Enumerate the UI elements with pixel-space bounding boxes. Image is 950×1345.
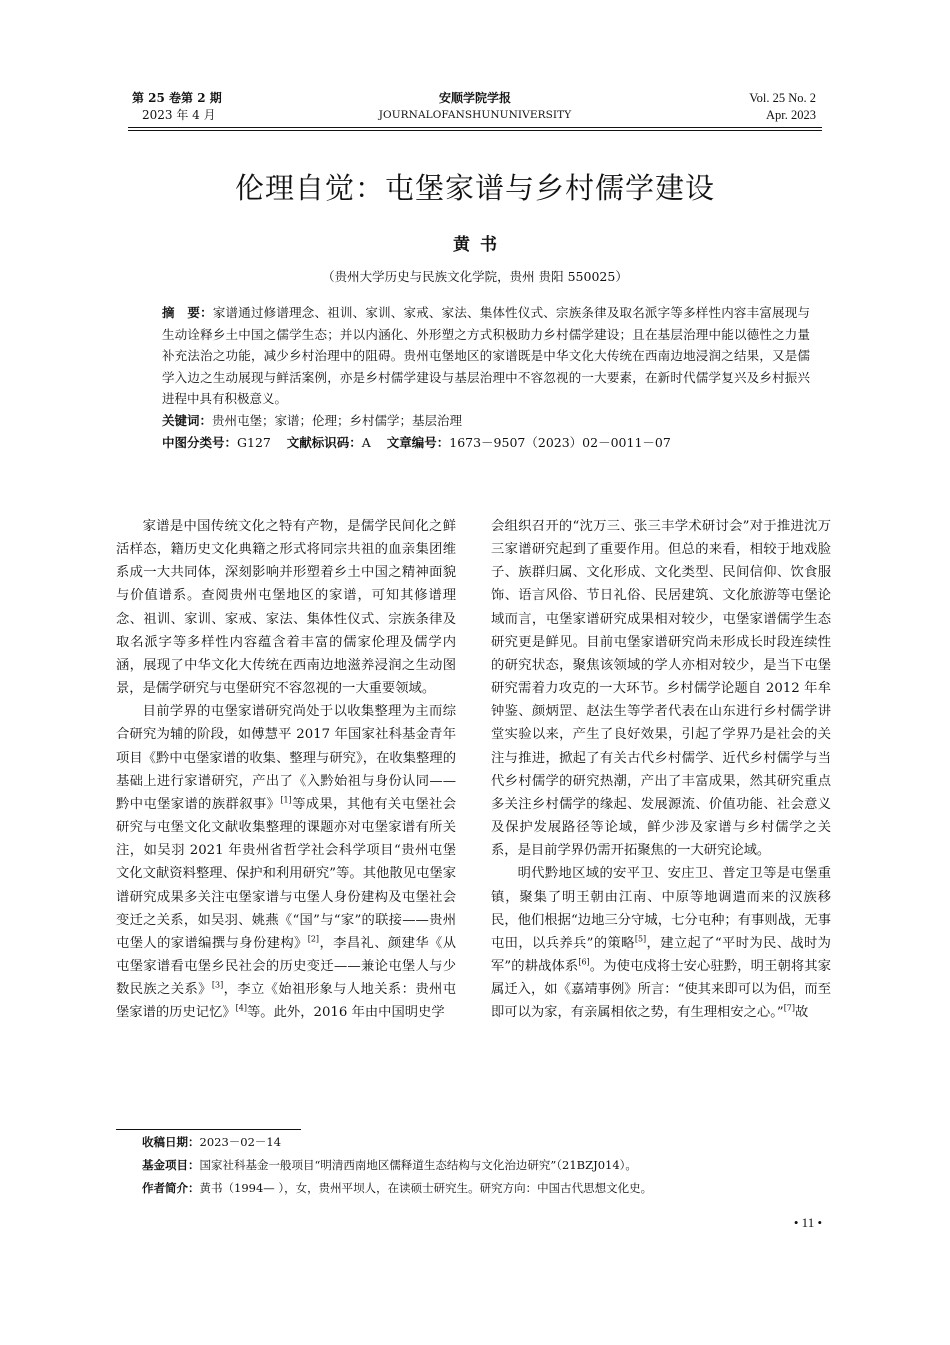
- date-cn: 2023 年 4 月: [142, 108, 216, 122]
- footnote-fund: [142, 1157, 830, 1173]
- journal-name-cn: 安顺学院学报: [438, 91, 511, 105]
- citation-7[interactable]: [7]: [783, 1003, 796, 1013]
- fund-value: 国家社科基金一般项目“明清西南地区儒释道生态结构与文化治边研究”（21BZJ014）。: [199, 1158, 637, 1172]
- footnote-rule: [116, 1129, 301, 1130]
- volume-issue-cn: 第 25 卷第 2 期: [132, 91, 222, 105]
- citation-6[interactable]: [6]: [578, 957, 590, 967]
- article-number-value: 1673－9507（2023）02－0011－07: [449, 434, 671, 450]
- header-center: [128, 90, 822, 124]
- volume-issue-en: Vol. 25 No. 2: [749, 91, 816, 105]
- doc-code-label: 文献标识码：: [286, 434, 362, 450]
- p2-text-c: ，李昌礼、颜建华《从屯堡家谱看屯堡乡民社会的历史变迁——兼论屯堡人与少数民族之关系》: [116, 935, 457, 998]
- body-paragraph-2: [116, 700, 456, 1024]
- footnote-author: [142, 1180, 830, 1196]
- header-rule-bottom: [128, 130, 822, 131]
- p2-text-b: 等成果，其他有关屯堡社会研究与屯堡文化文献收集整理的课题亦对屯堡家谱有所关注，如吴羽 2021 年贵州省哲学社会科学项目“贵州屯堡文化文献资料整理、保护和利用研究”等。其他散见屯堡家谱研究成果多关注屯堡家谱与屯堡人身份建构及屯堡社会变迁之关系，如吴羽、姚燕《“国”与“家”的联接——贵州屯堡人的家谱编撰与身份建构》: [116, 796, 456, 951]
- abstract-label: 摘 要：: [162, 305, 213, 320]
- header-rule-top: [128, 127, 822, 128]
- classification-line: [162, 432, 810, 454]
- p3-text-c: 。为使屯戍将士安心驻黔，明王朝将其家属迁入，如《嘉靖事例》所言：“使其来即可以为侣，而至即可以为家，有亲属相依之势，有生理相安之心。”: [491, 958, 831, 1021]
- received-label: 收稿日期：: [142, 1135, 200, 1149]
- running-header: [128, 90, 822, 126]
- author-affiliation: （贵州大学历史与民族文化学院，贵州 贵阳 550025）: [322, 269, 628, 284]
- fund-label: 基金项目：: [142, 1158, 200, 1172]
- paper-title: 伦理自觉：屯堡家谱与乡村儒学建设: [234, 171, 715, 205]
- body-column-left: [116, 515, 456, 1024]
- body-column-right: [491, 515, 831, 1024]
- citation-5[interactable]: [5]: [634, 934, 647, 944]
- p2-text-d: ，李立《始祖形象与人地关系：贵州屯堡家谱的历史记忆》: [116, 982, 457, 1021]
- p3-text-d: 故: [795, 1005, 809, 1021]
- citation-3[interactable]: [3]: [211, 980, 224, 990]
- p3-text-a: 明代黔地区域的安平卫、安庄卫、普定卫等是屯堡重镇，聚集了明王朝由江南、中原等地调遣而来的汉族移民，他们根据“边地三分守城，七分屯种；有事则战，无事屯田，以兵养兵”的策略: [491, 866, 831, 951]
- author-bio-label: 作者简介：: [142, 1181, 200, 1195]
- date-en: Apr. 2023: [766, 108, 816, 122]
- header-right: [749, 90, 816, 124]
- doc-code-value: A: [361, 434, 371, 450]
- keywords-text: 贵州屯堡；家谱；伦理；乡村儒学；基层治理: [212, 412, 463, 428]
- keywords: [162, 410, 810, 432]
- footnote-received: [142, 1134, 830, 1150]
- body-paragraph-3: [491, 862, 831, 1024]
- clc-value: G127: [237, 434, 271, 450]
- keywords-label: 关键词：: [162, 412, 213, 428]
- body-paragraph-1: 家谱是中国传统文化之特有产物，是儒学民间化之鲜活样态，籍历史文化典籍之形式将同宗共祖的血亲集团维系成一大共同体，深刻影响并形塑着乡土中国之精神面貌与价值谱系。查阅贵州屯堡地区的家谱，可知其修谱理念、祖训、家训、家戒、家法、集体性仪式、宗族条律及取名派字等多样性内容蕴含着丰富的儒家伦理及儒学内涵，展现了中华文化大传统在西南边地滋养浸润之生动图景，是儒学研究与屯堡研究不容忽视的一大重要领域。: [116, 519, 456, 697]
- clc-label: 中图分类号：: [162, 434, 238, 450]
- p2-text-e: 等。此外，2016 年由中国明史学: [247, 1005, 445, 1021]
- article-number-label: 文章编号：: [386, 434, 450, 450]
- author-name: 黄书: [453, 235, 507, 255]
- received-value: 2023－02－14: [199, 1135, 282, 1149]
- journal-name-en: JOURNALOFANSHUNUNIVERSITY: [378, 109, 572, 121]
- citation-4[interactable]: [4]: [235, 1003, 248, 1013]
- citation-1[interactable]: [1]: [280, 795, 292, 805]
- page-number: • 11 •: [793, 1215, 822, 1230]
- abstract-block: [162, 302, 810, 453]
- citation-2[interactable]: [2]: [307, 934, 320, 944]
- abstract: [162, 302, 810, 410]
- author-bio-value: 黄书（1994— ），女，贵州平坝人，在读硕士研究生。研究方向：中国古代思想文化史。: [199, 1181, 653, 1195]
- abstract-text: 家谱通过修谱理念、祖训、家训、家戒、家法、集体性仪式、宗族条律及取名派字等多样性内容丰富展现与生动诠释乡土中国之儒学生态；并以内涵化、外形塑之方式积极助力乡村儒学建设；且在基层治理中能以德性之力量补充法治之功能，减少乡村治理中的阻碍。贵州屯堡地区的家谱既是中华文化大传统在西南边地浸润之结果，又是儒学入边之生动展现与鲜活案例，亦是乡村儒学建设与基层治理中不容忽视的一大要素，在新时代儒学复兴及乡村振兴进程中具有积极意义。: [162, 305, 810, 407]
- p3-text-b: ，建立起了“平时为民、战时为军”的耕战体系: [491, 935, 831, 974]
- p2-text-a: 目前学界的屯堡家谱研究尚处于以收集整理为主而综合研究为辅的阶段，如傅慧平 2017 年国家社科基金青年项目《黔中屯堡家谱的收集、整理与研究》，在收集整理的基础上进行家谱研究，产出了《入黔始祖与身份认同——黔中屯堡家谱的族群叙事》: [116, 704, 456, 812]
- body-paragraph-2-continued: 会组织召开的“沈万三、张三丰学术研讨会”对于推进沈万三家谱研究起到了重要作用。但总的来看，相较于地戏脸子、族群归属、文化形成、文化类型、民间信仰、饮食服饰、语言风俗、节日礼俗、民居建筑、文化旅游等屯堡论域而言，屯堡家谱研究成果相对较少，屯堡家谱儒学生态研究更是鲜见。目前屯堡家谱研究尚未形成长时段连续性的研究状态，聚焦该领域的学人亦相对较少，是当下屯堡研究需着力攻克的一大环节。乡村儒学论题自 2012 年牟钟鉴、颜炳罡、赵法生等学者代表在山东进行乡村儒学讲堂实验以来，产生了良好效果，引起了学界乃是社会的关注与推进，掀起了有关古代乡村儒学、近代乡村儒学与当代乡村儒学的研究热潮，产出了丰富成果，然其研究重点多关注乡村儒学的缘起、发展源流、价值功能、社会意义及保护发展路径等论域，鲜少涉及家谱与乡村儒学之关系，是目前学界仍需开拓聚焦的一大研究论域。: [491, 519, 831, 859]
